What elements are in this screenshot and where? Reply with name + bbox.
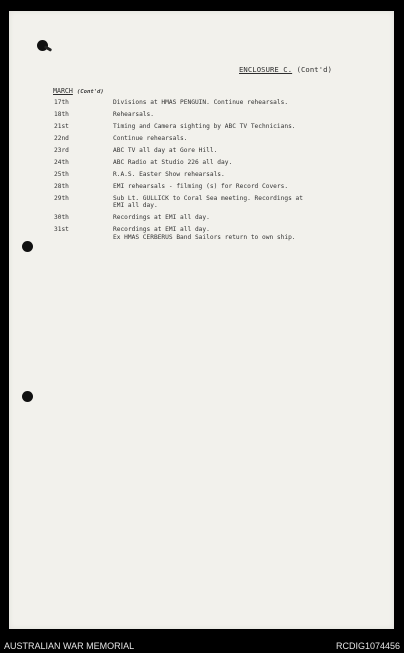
archive-footer (0, 629, 404, 653)
diary-entry (9, 183, 394, 191)
entry-text: Rehearsals. (113, 110, 154, 118)
diary-entries (9, 99, 394, 246)
entry-date: 21st (54, 122, 69, 130)
entry-text: Recordings at EMI all day. (113, 214, 210, 222)
entry-date: 29th (54, 194, 69, 202)
diary-entry (9, 135, 394, 143)
diary-entry (9, 99, 394, 107)
entry-text: EMI rehearsals - filming (s) for Record Covers. (113, 182, 289, 190)
entry-text: ABC Radio at Studio 226 all day. (113, 158, 233, 166)
enclosure-suffix: (Cont'd) (296, 65, 332, 74)
entry-date: 28th (54, 182, 69, 190)
month-heading (53, 87, 104, 95)
diary-entry (9, 171, 394, 179)
entry-date: 17th (54, 99, 69, 106)
diary-entry (9, 195, 394, 210)
diary-entry (9, 159, 394, 167)
punch-hole (37, 40, 48, 51)
entry-text: Divisions at HMAS PENGUIN. Continue rehearsals. (113, 99, 289, 106)
footer-record-id: RCDIG1074456 (335, 641, 400, 651)
entry-date: 31st (54, 226, 69, 234)
enclosure-heading (239, 65, 332, 74)
punch-hole (22, 391, 33, 402)
entry-text: Sub Lt. GULLICK to Coral Sea meeting. Recordings at EMI all day. (113, 194, 303, 210)
entry-text: Recordings at EMI all day. Ex HMAS CERBERUS Band Sailors return to own ship. (113, 226, 296, 242)
month-name: MARCH (53, 87, 73, 95)
entry-date: 24th (54, 158, 69, 166)
diary-entry (9, 111, 394, 119)
entry-text: R.A.S. Easter Show rehearsals. (113, 170, 225, 178)
diary-entry (9, 123, 394, 131)
diary-entry (9, 147, 394, 155)
entry-date: 25th (54, 170, 69, 178)
entry-date: 18th (54, 110, 69, 118)
entry-date: 30th (54, 214, 69, 222)
entry-date: 23rd (54, 146, 69, 154)
entry-text: Continue rehearsals. (113, 134, 188, 142)
document-page (9, 11, 394, 629)
month-suffix: (Cont'd) (76, 89, 104, 95)
footer-institution: AUSTRALIAN WAR MEMORIAL (4, 641, 135, 651)
entry-text: ABC TV all day at Gore Hill. (113, 146, 218, 154)
diary-entry (9, 226, 394, 241)
enclosure-title: ENCLOSURE C. (239, 65, 293, 74)
diary-entry (9, 214, 394, 222)
entry-text: Timing and Camera sighting by ABC TV Technicians. (113, 122, 296, 130)
entry-date: 22nd (54, 134, 69, 142)
